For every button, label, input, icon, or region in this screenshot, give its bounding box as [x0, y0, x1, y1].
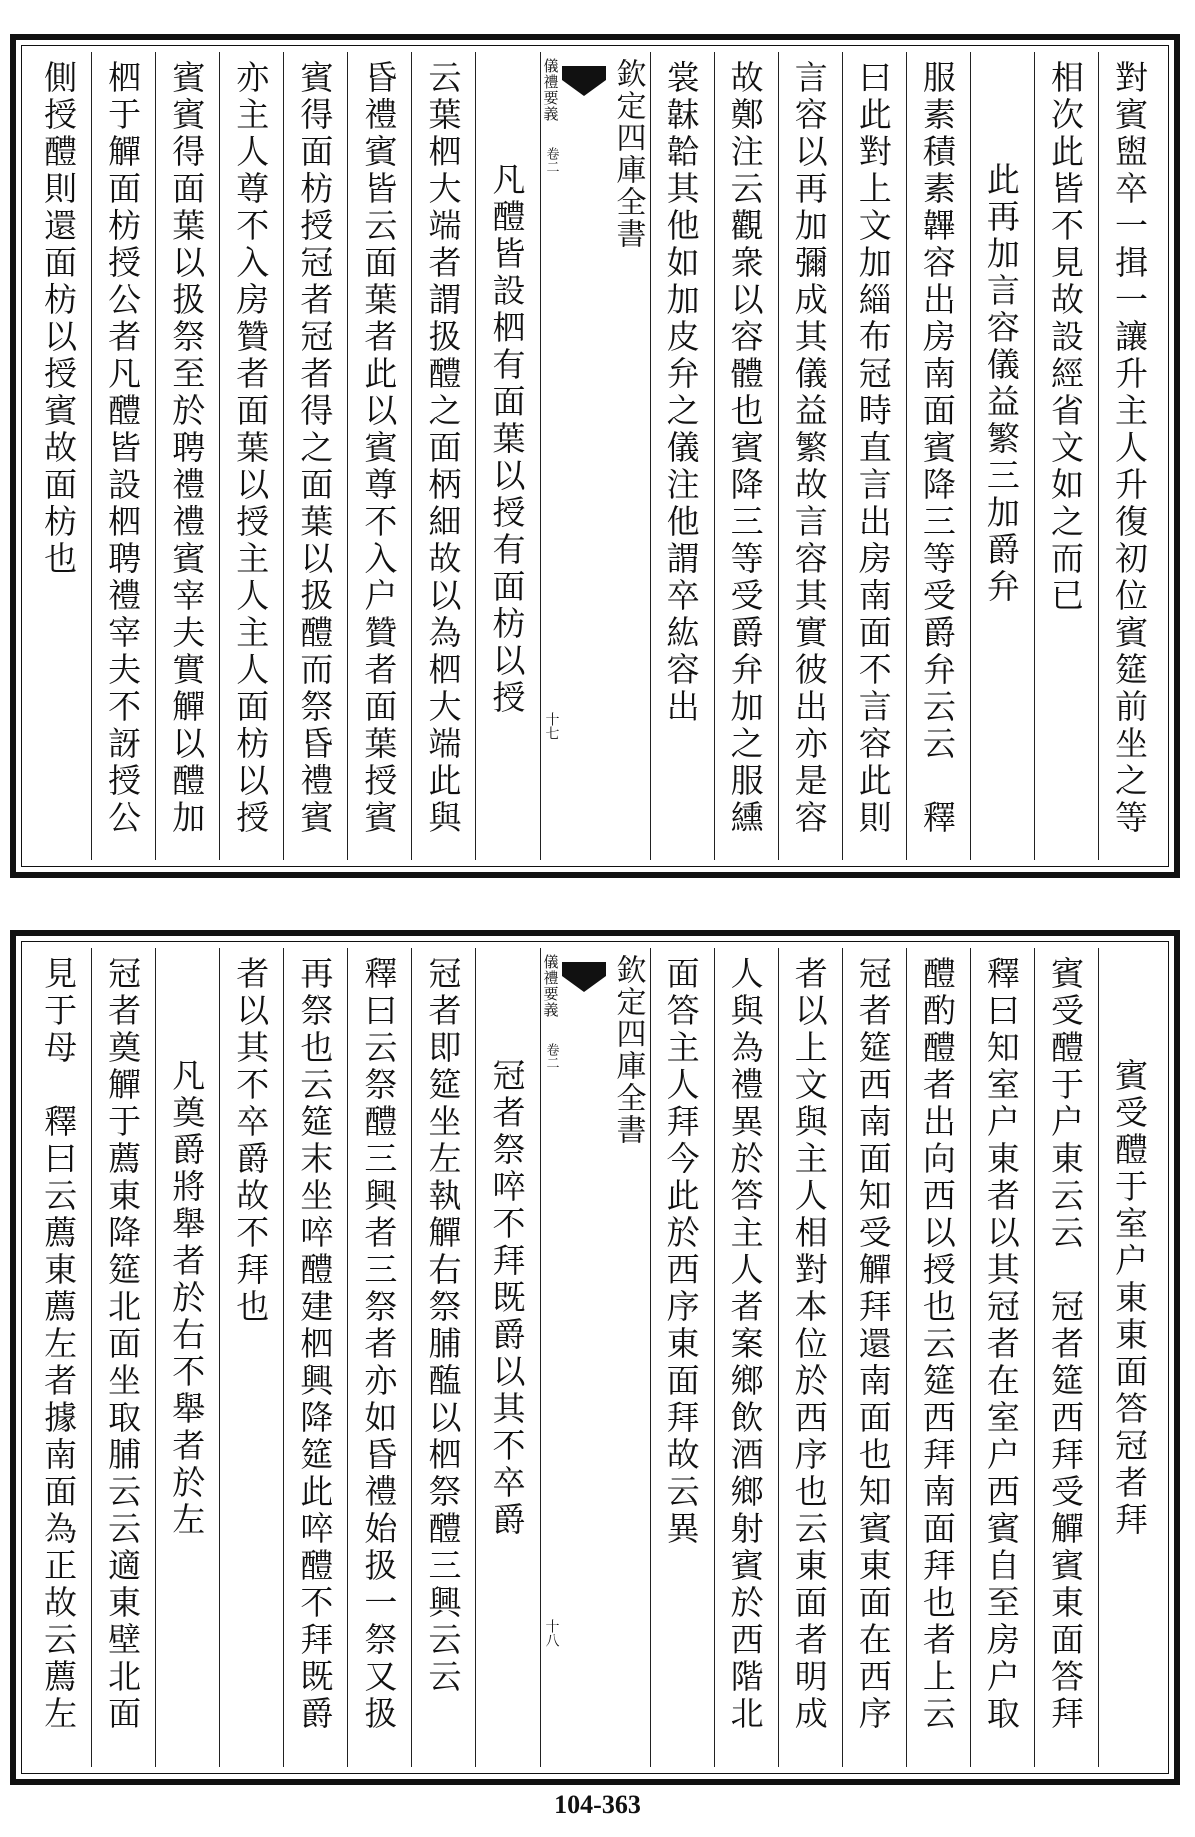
text-column: 故鄭注云觀衆以容體也賓降三等受爵弁加之服纁 — [714, 52, 778, 860]
text-column: 凡奠爵將舉者於右不舉者於左 — [155, 948, 219, 1767]
bottom-page-columns — [28, 948, 1162, 1767]
text-column: 裳韎韐其他如加皮弁之儀注他謂卒紘容出 — [650, 52, 714, 860]
text-column: 側授醴則還面枋以授賓故面枋也 — [39, 60, 79, 578]
top-page — [10, 34, 1180, 878]
folio-number: 十八 — [543, 1619, 560, 1647]
text-column: 柶于觶面枋授公者凡醴皆設柶聘禮宰夫不訝授公 — [91, 52, 155, 860]
text-column: 對賓盥卒一揖一讓升主人升復初位賓筵前坐之等 — [1098, 52, 1162, 860]
top-page-columns — [28, 52, 1162, 860]
book-title: 儀禮要義 — [541, 954, 560, 1018]
text-column: 相次此皆不見故設經省文如之而已 — [1034, 52, 1098, 860]
volume-label: 卷二 — [543, 1043, 559, 1069]
text-column: 冠者即筵坐左執觶右祭脯醢以柶祭醴三興云云 — [411, 948, 475, 1767]
text-column: 亦主人尊不入房贊者面葉以授主人主人面枋以授 — [219, 52, 283, 860]
text-column: 釋曰云祭醴三興者三祭者亦如昏禮始扱一祭又扱 — [347, 948, 411, 1767]
fish-tail-mark-icon — [562, 66, 606, 102]
text-column: 人與為禮異於答主人者案鄉飲酒鄉射賓於西階北 — [714, 948, 778, 1767]
bottom-page — [10, 930, 1180, 1785]
text-column: 昏禮賓皆云面葉者此以賓尊不入户贊者面葉授賓 — [347, 52, 411, 860]
text-column: 曰此對上文加緇布冠時直言出房南面不言容此則 — [842, 52, 906, 860]
text-column: 者以其不卒爵故不拜也 — [219, 948, 283, 1767]
text-column: 釋曰知室户東者以其冠者在室户西賓自至房户取 — [970, 948, 1034, 1767]
text-column: 見于母 釋曰云薦東薦左者據南面為正故云薦左 — [39, 956, 79, 1733]
folio-number: 十七 — [543, 712, 560, 740]
page-number-footer: 104-363 — [554, 1790, 641, 1819]
text-column: 云葉柶大端者謂扱醴之面柄細故以為柶大端此與 — [411, 52, 475, 860]
text-column: 凡醴皆設柶有面葉以授有面枋以授 — [475, 52, 539, 860]
text-column: 冠者奠觶于薦東降筵北面坐取脯云云適東壁北面 — [91, 948, 155, 1767]
center-gutter — [540, 52, 650, 860]
text-column: 者以上文與主人相對本位於西序也云東面者明成 — [778, 948, 842, 1767]
text-column: 賓賓得面葉以扱祭至於聘禮禮賓宰夫實觶以醴加 — [155, 52, 219, 860]
text-column: 言容以再加彌成其儀益繁故言容其實彼出亦是容 — [778, 52, 842, 860]
text-column: 醴酌醴者出向西以授也云筵西拜南面拜也者上云 — [906, 948, 970, 1767]
text-column: 服素積素韠容出房南面賓降三等受爵弁云云 釋 — [906, 52, 970, 860]
library-title: 欽定四庫全書 — [610, 58, 646, 250]
center-gutter — [540, 948, 650, 1767]
library-title: 欽定四庫全書 — [610, 954, 646, 1146]
text-column: 冠者祭啐不拜既爵以其不卒爵 — [475, 948, 539, 1767]
text-column: 賓受醴于户東云云 冠者筵西拜受觶賓東面答拜 — [1034, 948, 1098, 1767]
book-title: 儀禮要義 — [541, 58, 560, 122]
volume-label: 卷二 — [543, 147, 559, 173]
text-column: 再祭也云筵末坐啐醴建柶興降筵此啐醴不拜既爵 — [283, 948, 347, 1767]
text-column: 此再加言容儀益繁三加爵弁 — [970, 52, 1034, 860]
text-column: 賓受醴于室户東東面答冠者拜 — [1098, 948, 1162, 1767]
fish-tail-mark-icon — [562, 962, 606, 998]
text-column: 冠者筵西南面知受觶拜還南面也知賓東面在西序 — [842, 948, 906, 1767]
text-column: 賓得面枋授冠者冠者得之面葉以扱醴而祭昏禮賓 — [283, 52, 347, 860]
text-column: 面答主人拜今此於西序東面拜故云異 — [650, 948, 714, 1767]
